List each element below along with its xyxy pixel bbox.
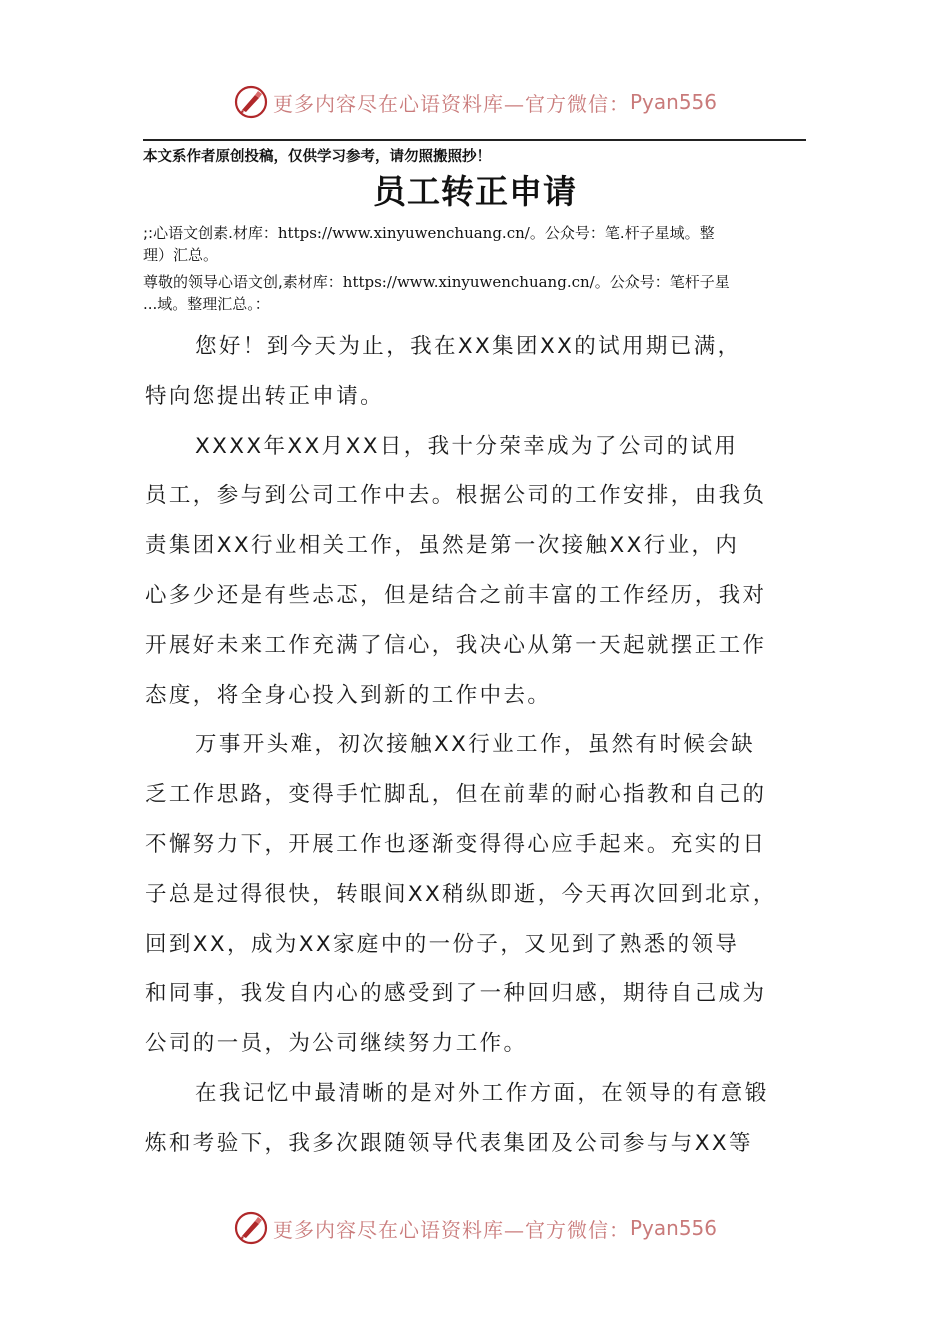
source-suffix: 。公众号：笔杆子星 xyxy=(594,273,730,291)
source-suffix: 。公众号：笔.杆子星域。整 xyxy=(529,224,715,242)
body-line: 公司的一员，为公司继续努力工作。 xyxy=(145,1031,528,1057)
body-line: 在我记忆中最清晰的是对外工作方面，在领导的有意锻 xyxy=(195,1080,769,1106)
body-line: 和同事，我发自内心的感受到了一种回归感，期待自己成为 xyxy=(145,981,767,1007)
banner-text: 更多内容尽在心语资料库—官方微信： xyxy=(272,1217,630,1242)
header-banner xyxy=(0,82,950,122)
body-line: 炼和考验下，我多次跟随领导代表集团及公司参与与XX等 xyxy=(145,1130,753,1156)
body-line: 心多少还是有些忐忑，但是结合之前丰富的工作经历，我对 xyxy=(145,582,767,608)
banner-wechat-id: Pyan556 xyxy=(629,90,717,114)
source-line-1 xyxy=(143,222,813,266)
body-line: XXXX年XX月XX日，我十分荣幸成为了公司的试用 xyxy=(195,433,739,459)
source-continuation: 理）汇总。 xyxy=(143,246,219,264)
banner-wechat-id: Pyan556 xyxy=(629,1216,717,1240)
body-line: 不懈努力下，开展工作也逐渐变得得心应手起来。充实的日 xyxy=(145,831,767,857)
body-line: 员工，参与到公司工作中去。根据公司的工作安排，由我负 xyxy=(145,483,767,509)
body-line: 回到XX，成为XX家庭中的一份子，又见到了熟悉的领导 xyxy=(145,931,740,957)
body-line: 责集团XX行业相关工作，虽然是第一次接触XX行业，内 xyxy=(145,533,740,559)
footer-banner xyxy=(0,1208,950,1248)
letter-body xyxy=(145,322,809,1169)
body-line: 子总是过得很快，转眼间XX稍纵即逝，今天再次回到北京， xyxy=(145,881,777,907)
body-line: 您好！到今天为止，我在XX集团XX的试用期已满， xyxy=(195,334,742,359)
body-line: 万事开头难，初次接触XX行业工作，虽然有时候会缺 xyxy=(195,732,756,758)
body-line: 态度，将全身心投入到新的工作中去。 xyxy=(145,682,552,708)
source-continuation: ...域。整理汇总。： xyxy=(143,295,270,313)
source-prefix: 尊敬的领导心语文创,素材库： xyxy=(143,273,343,291)
source-url: https://www.xinyuwenchuang.cn/ xyxy=(342,273,595,291)
body-line: 乏工作思路，变得手忙脚乱，但在前辈的耐心指教和自己的 xyxy=(145,782,767,808)
body-line: 开展好未来工作充满了信心，我决心从第一天起就摆正工作 xyxy=(145,632,767,658)
banner-text: 更多内容尽在心语资料库—官方微信： xyxy=(272,91,630,116)
source-url: https://www.xinyuwenchuang.cn/ xyxy=(277,224,530,242)
copyright-notice: 本文系作者原创投稿，仅供学习参考，请勿照搬照抄！ xyxy=(143,148,491,165)
document-title: 员工转正申请 xyxy=(373,172,577,211)
body-line: 特向您提出转正申请。 xyxy=(145,383,385,409)
source-prefix: ;:心语文创素.材库： xyxy=(143,224,278,242)
pen-logo-icon xyxy=(233,1210,269,1246)
pen-logo-icon xyxy=(233,84,269,120)
source-line-2 xyxy=(143,271,813,315)
header-divider xyxy=(143,139,806,141)
